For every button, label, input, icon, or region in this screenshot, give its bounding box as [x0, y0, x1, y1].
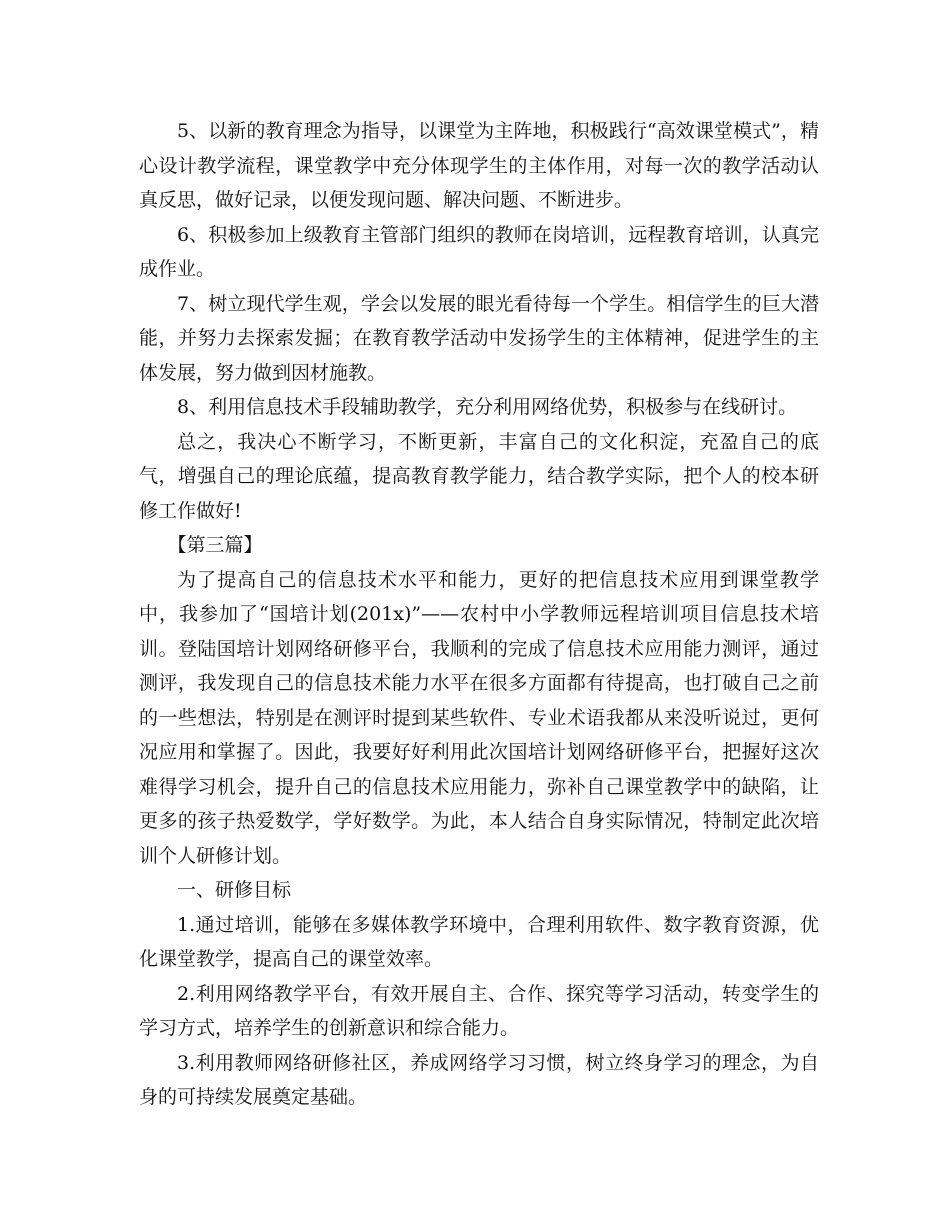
paragraph-item-8: 8、利用信息技术手段辅助教学，充分利用网络优势，积极参与在线研讨。	[177, 396, 798, 418]
section-heading-part-three: 【第三篇】	[167, 534, 263, 556]
goal-item-2: 2.利用网络教学平台，有效开展自主、合作、探究等学习活动，转变学生的学习方式，培养学生的创新意识和综合能力。	[139, 982, 819, 1039]
goal-item-3: 3.利用教师网络研修社区，养成网络学习习惯，树立终身学习的理念，为自身的可持续发展奠定基础。	[139, 1051, 819, 1108]
paragraph-intro: 为了提高自己的信息技术水平和能力，更好的把信息技术应用到课堂教学中，我参加了“国培计划(201x)”——农村中小学教师远程培训项目信息技术培训。登陆国培计划网络研修平台，我顺利的完成了信息技术应用能力测评，通过测评，我发现自己的信息技术能力水平在很多方面都有待提高，也打破自己之前的一些想法，特别是在测评时提到某些软件、专业术语我都从来没听说过，更何况应用和掌握了。因此，我要好好利用此次国培计划网络研修平台，把握好这次难得学习机会，提升自己的信息技术应用能力，弥补自己课堂教学中的缺陷，让更多的孩子热爱数学，学好数学。为此，本人结合自身实际情况，特制定此次培训个人研修计划。	[139, 568, 819, 867]
paragraph-item-5: 5、以新的教育理念为指导，以课堂为主阵地，积极践行“高效课堂模式”，精心设计教学流程，课堂教学中充分体现学生的主体作用，对每一次的教学活动认真反思，做好记录，以便发现问题、解决问题、不断进步。	[139, 120, 819, 211]
subheading-goals: 一、研修目标	[177, 879, 292, 901]
paragraph-conclusion: 总之，我决心不断学习，不断更新，丰富自己的文化积淀，充盈自己的底气，增强自己的理论底蕴，提高教育教学能力，结合教学实际，把个人的校本研修工作做好!	[139, 430, 819, 522]
goal-item-1: 1.通过培训，能够在多媒体教学环境中，合理利用软件、数字教育资源，优化课堂教学，提高自己的课堂效率。	[139, 913, 819, 970]
paragraph-item-6: 6、积极参加上级教育主管部门组织的教师在岗培训，远程教育培训，认真完成作业。	[139, 223, 819, 280]
paragraph-item-7: 7、树立现代学生观，学会以发展的眼光看待每一个学生。相信学生的巨大潜能，并努力去探索发掘；在教育教学活动中发扬学生的主体精神，促进学生的主体发展，努力做到因材施教。	[139, 292, 819, 384]
document-body	[139, 114, 819, 1115]
